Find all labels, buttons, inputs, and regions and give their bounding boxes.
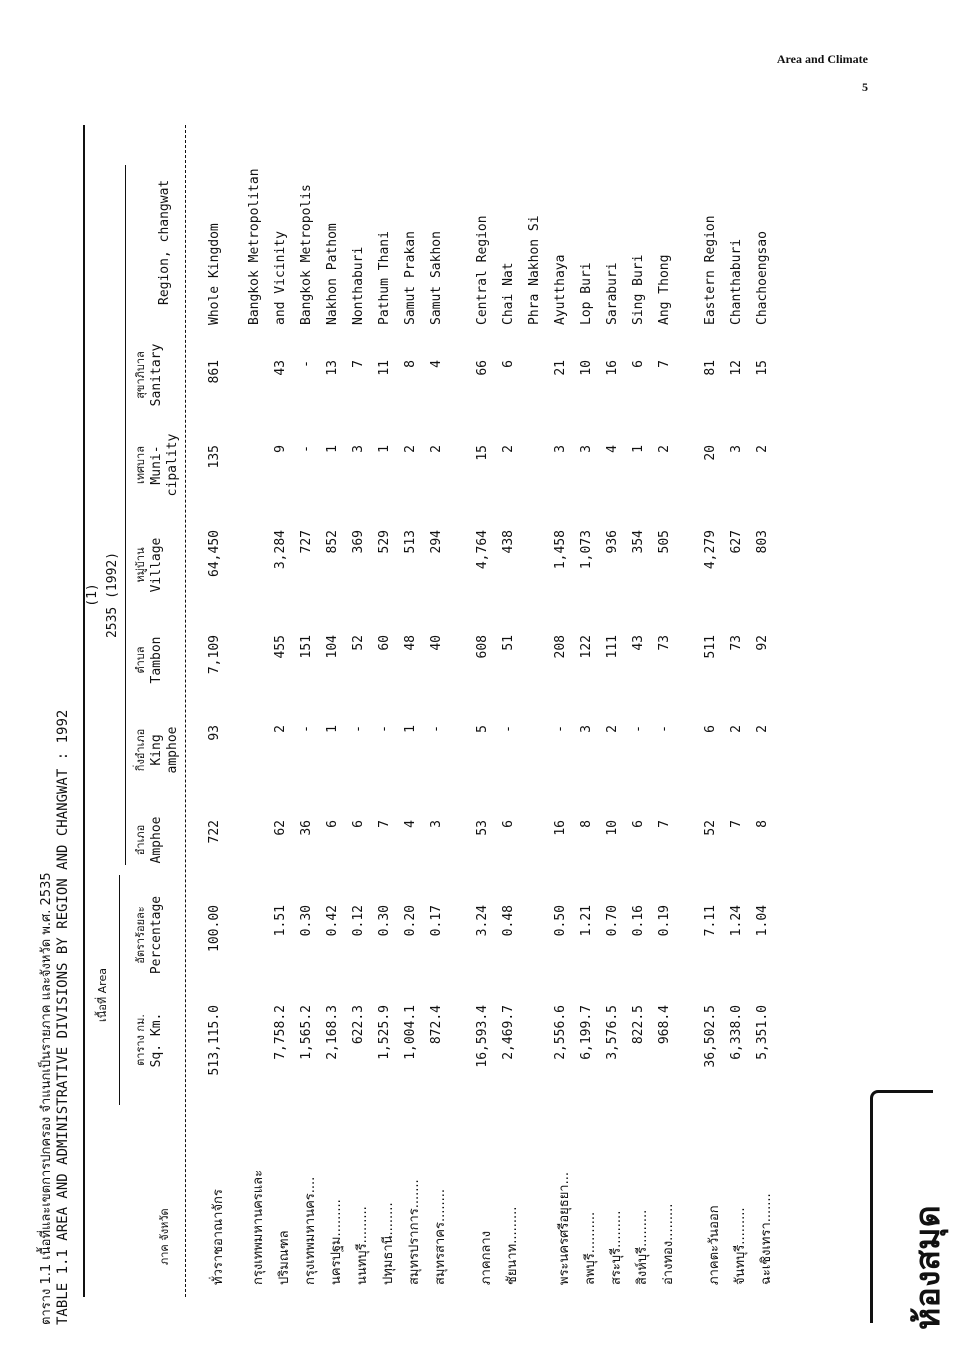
cell-pct: 0.30 — [299, 905, 314, 937]
cell-eng: Nonthaburi — [351, 246, 366, 325]
cell-king: - — [351, 725, 366, 733]
cell-sqkm: 622.3 — [351, 1005, 366, 1045]
cell-pct: 3.24 — [475, 905, 490, 937]
cell-pct: 1.51 — [273, 905, 288, 937]
cell-amphoe: 7 — [729, 820, 744, 828]
cell-pct: 100.00 — [207, 905, 222, 952]
cell-village: 1,458 — [553, 530, 568, 570]
cell-king: - — [657, 725, 672, 733]
cell-pct: 0.42 — [325, 905, 340, 937]
cell-amphoe: 6 — [325, 820, 340, 828]
cell-thai: ทั่วราชอาณาจักร — [211, 1189, 226, 1285]
cell-tambon: 92 — [755, 635, 770, 651]
col-stub-thai: ภาค จังหวัด — [158, 1208, 171, 1265]
cell-village: 4,279 — [703, 530, 718, 570]
cell-eng: Central Region — [475, 215, 490, 325]
cell-amphoe: 8 — [579, 820, 594, 828]
cell-eng: Bangkok Metropolitan — [247, 168, 262, 325]
cell-san: 6 — [501, 360, 516, 368]
cell-san: 66 — [475, 360, 490, 376]
cell-pct: 1.04 — [755, 905, 770, 937]
cell-pct: 0.19 — [657, 905, 672, 937]
cell-sqkm: 1,004.1 — [403, 1005, 418, 1060]
cell-muni: 2 — [429, 445, 444, 453]
table-title-thai: ตาราง 1.1 เนื้อที่และเขตการปกครอง จำแนกเป็นรายภาค และจังหวัด พ.ศ. 2535 — [39, 872, 54, 1325]
table-row — [299, 105, 325, 1325]
cell-muni: - — [299, 445, 314, 453]
cell-sqkm: 2,469.7 — [501, 1005, 516, 1060]
cell-san: 81 — [703, 360, 718, 376]
cell-muni: 2 — [501, 445, 516, 453]
cell-village: 4,764 — [475, 530, 490, 570]
cell-pct: 0.16 — [631, 905, 646, 937]
cell-muni: 3 — [729, 445, 744, 453]
cell-king: - — [501, 725, 516, 733]
cell-amphoe: 3 — [429, 820, 444, 828]
table-row — [657, 105, 683, 1325]
col-king-amphoe: กิ่งอำเภอ King amphoe — [134, 726, 180, 774]
cell-san: 16 — [605, 360, 620, 376]
table-row — [325, 105, 351, 1325]
cell-village: 852 — [325, 530, 340, 554]
cell-king: 2 — [729, 725, 744, 733]
col-amphoe: อำเภอ Amphoe — [134, 816, 164, 864]
cell-tambon: 511 — [703, 635, 718, 659]
cell-eng: and Vicinity — [273, 231, 288, 325]
cell-village: 1,073 — [579, 530, 594, 570]
cell-king: 2 — [273, 725, 288, 733]
col-sqkm: ตาราง กม. Sq. Km. — [134, 1012, 164, 1068]
top-rule — [83, 125, 85, 1297]
cell-king: - — [377, 725, 392, 733]
cell-tambon: 73 — [657, 635, 672, 651]
cell-amphoe: 6 — [631, 820, 646, 828]
cell-muni: 3 — [351, 445, 366, 453]
cell-amphoe: 6 — [351, 820, 366, 828]
cell-eng: Phra Nakhon Si — [527, 215, 542, 325]
cell-thai: ฉะเชิงเทรา....... — [759, 1193, 774, 1285]
cell-thai: สระบุรี......... — [609, 1210, 624, 1285]
cell-tambon: 7,109 — [207, 635, 222, 675]
cell-san: 43 — [273, 360, 288, 376]
cell-eng: Bangkok Metropolis — [299, 184, 314, 325]
cell-pct: 1.21 — [579, 905, 594, 937]
cell-thai: ลพบุรี.......... — [583, 1211, 598, 1285]
cell-sqkm: 5,351.0 — [755, 1005, 770, 1060]
cell-village: 529 — [377, 530, 392, 554]
section-title: Area and Climate — [776, 52, 868, 66]
cell-amphoe: 36 — [299, 820, 314, 836]
table-row — [579, 105, 605, 1325]
cell-amphoe: 8 — [755, 820, 770, 828]
cell-san: 7 — [657, 360, 672, 368]
cell-tambon: 208 — [553, 635, 568, 659]
cell-eng: Ayutthaya — [553, 254, 568, 325]
cell-village: 513 — [403, 530, 418, 554]
cell-sqkm: 2,556.6 — [553, 1005, 568, 1060]
cell-eng: Nakhon Pathom — [325, 223, 340, 325]
cell-sqkm: 872.4 — [429, 1005, 444, 1045]
cell-amphoe: 16 — [553, 820, 568, 836]
cell-muni: 9 — [273, 445, 288, 453]
table-row — [755, 105, 781, 1325]
cell-san: 15 — [755, 360, 770, 376]
cell-san: 21 — [553, 360, 568, 376]
cell-village: 438 — [501, 530, 516, 554]
cell-amphoe: 4 — [403, 820, 418, 828]
cell-king: 2 — [755, 725, 770, 733]
cell-king: 3 — [579, 725, 594, 733]
table-row — [377, 105, 403, 1325]
cell-pct: 1.24 — [729, 905, 744, 937]
cell-muni: 4 — [605, 445, 620, 453]
cell-tambon: 104 — [325, 635, 340, 659]
cell-thai: สิงห์บุรี......... — [635, 1209, 650, 1285]
cell-eng: Whole Kingdom — [207, 223, 222, 325]
table-row — [527, 105, 553, 1325]
cell-king: 5 — [475, 725, 490, 733]
cell-muni: 2 — [403, 445, 418, 453]
cell-muni: 1 — [631, 445, 646, 453]
cell-eng: Saraburi — [605, 262, 620, 325]
cell-king: - — [429, 725, 444, 733]
cell-eng: Samut Sakhon — [429, 231, 444, 325]
cell-thai: ภาคกลาง — [479, 1230, 494, 1285]
table-row — [207, 105, 233, 1325]
rotated-table-page — [35, 105, 895, 1325]
cell-eng: Chanthaburi — [729, 238, 744, 325]
cell-eng: Chachoengsao — [755, 231, 770, 325]
cell-thai: ปริมณฑล — [277, 1230, 292, 1285]
cell-village: 803 — [755, 530, 770, 554]
cell-village: 3,284 — [273, 530, 288, 570]
cell-sqkm: 2,168.3 — [325, 1005, 340, 1060]
table-row — [429, 105, 455, 1325]
cell-thai: กรุงเทพมหานครและ — [251, 1169, 266, 1285]
cell-tambon: 455 — [273, 635, 288, 659]
table-row — [553, 105, 579, 1325]
cell-thai: ชัยนาท......... — [505, 1206, 520, 1285]
cell-amphoe: 6 — [501, 820, 516, 828]
cell-pct: 0.20 — [403, 905, 418, 937]
cell-tambon: 48 — [403, 635, 418, 651]
cell-san: - — [299, 360, 314, 368]
cell-tambon: 111 — [605, 635, 620, 659]
cell-amphoe: 53 — [475, 820, 490, 836]
cell-village: 369 — [351, 530, 366, 554]
note-marker: (1) — [85, 583, 100, 607]
cell-pct: 0.30 — [377, 905, 392, 937]
cell-eng: Sing Buri — [631, 254, 646, 325]
cell-sqkm: 6,199.7 — [579, 1005, 594, 1060]
cell-san: 12 — [729, 360, 744, 376]
cell-san: 10 — [579, 360, 594, 376]
cell-muni: 20 — [703, 445, 718, 461]
table-row — [247, 105, 273, 1325]
cell-amphoe: 52 — [703, 820, 718, 836]
cell-eng: Lop Buri — [579, 262, 594, 325]
cell-village: 936 — [605, 530, 620, 554]
cell-sqkm: 822.5 — [631, 1005, 646, 1045]
cell-village: 64,450 — [207, 530, 222, 577]
cell-pct: 0.50 — [553, 905, 568, 937]
cell-sqkm: 16,593.4 — [475, 1005, 490, 1068]
cell-sqkm: 7,758.2 — [273, 1005, 288, 1060]
cell-village: 727 — [299, 530, 314, 554]
cell-tambon: 40 — [429, 635, 444, 651]
table-row — [501, 105, 527, 1325]
stamp-text: ห้องสมุด — [908, 1205, 948, 1330]
table-row — [273, 105, 299, 1325]
cell-thai: ภาคตะวันออก — [707, 1205, 722, 1285]
cell-tambon: 60 — [377, 635, 392, 651]
cell-muni: 2 — [755, 445, 770, 453]
cell-sqkm: 36,502.5 — [703, 1005, 718, 1068]
table-row — [475, 105, 501, 1325]
cell-eng: Pathum Thani — [377, 231, 392, 325]
cell-eng: Chai Nat — [501, 262, 516, 325]
cell-pct: 0.12 — [351, 905, 366, 937]
cell-eng: Ang Thong — [657, 254, 672, 325]
library-stamp — [860, 1080, 966, 1350]
cell-tambon: 43 — [631, 635, 646, 651]
cell-tambon: 73 — [729, 635, 744, 651]
cell-sqkm: 3,576.5 — [605, 1005, 620, 1060]
cell-eng: Samut Prakan — [403, 231, 418, 325]
cell-pct: 0.17 — [429, 905, 444, 937]
cell-muni: 3 — [553, 445, 568, 453]
cell-amphoe: 7 — [657, 820, 672, 828]
cell-muni: 3 — [579, 445, 594, 453]
cell-san: 6 — [631, 360, 646, 368]
cell-king: 2 — [605, 725, 620, 733]
page-number: 5 — [862, 80, 868, 94]
cell-tambon: 151 — [299, 635, 314, 659]
table-row — [403, 105, 429, 1325]
cell-thai: พระนครศรีอยุธยา... — [557, 1171, 572, 1285]
cell-king: - — [631, 725, 646, 733]
col-tambon: ตำบล Tambon — [134, 636, 164, 684]
table-title-english: TABLE 1.1 AREA AND ADMINISTRATIVE DIVISIONS BY REGION AND CHANGWAT : 1992 — [55, 709, 71, 1325]
cell-amphoe: 722 — [207, 820, 222, 844]
cell-pct: 0.48 — [501, 905, 516, 937]
cell-village: 294 — [429, 530, 444, 554]
cell-pct: 7.11 — [703, 905, 718, 937]
cell-king: 1 — [403, 725, 418, 733]
col-stub-english: Region, changwat — [157, 179, 172, 305]
cell-muni: 135 — [207, 445, 222, 469]
cell-muni: 2 — [657, 445, 672, 453]
cell-king: 93 — [207, 725, 222, 741]
cell-muni: 1 — [325, 445, 340, 453]
cell-muni: 1 — [377, 445, 392, 453]
col-sanitary: สุขาภิบาล Sanitary — [134, 343, 164, 407]
cell-muni: 15 — [475, 445, 490, 461]
cell-pct: 0.70 — [605, 905, 620, 937]
col-percentage: อัตราร้อยละ Percentage — [134, 895, 164, 975]
cell-thai: นนทบุรี......... — [355, 1206, 370, 1285]
cell-eng: Eastern Region — [703, 215, 718, 325]
cell-san: 4 — [429, 360, 444, 368]
cell-san: 7 — [351, 360, 366, 368]
area-group-header: เนื้อที่ Area — [96, 968, 109, 1022]
cell-sqkm: 968.4 — [657, 1005, 672, 1045]
cell-san: 11 — [377, 360, 392, 376]
table-row — [351, 105, 377, 1325]
cell-thai: นครปฐม......... — [329, 1199, 344, 1285]
cell-san: 8 — [403, 360, 418, 368]
cell-king: 6 — [703, 725, 718, 733]
cell-san: 13 — [325, 360, 340, 376]
cell-tambon: 122 — [579, 635, 594, 659]
table-row — [631, 105, 657, 1325]
cell-thai: ปทุมธานี........ — [381, 1202, 396, 1285]
year-group-rule — [125, 165, 126, 865]
cell-thai: อ่างทอง......... — [661, 1203, 676, 1285]
col-village: หมู่บ้าน Village — [134, 537, 164, 593]
cell-amphoe: 10 — [605, 820, 620, 836]
col-municipality: เทศบาล Muni- cipality — [134, 433, 180, 497]
cell-king: 1 — [325, 725, 340, 733]
cell-tambon: 608 — [475, 635, 490, 659]
cell-village: 505 — [657, 530, 672, 554]
cell-sqkm: 1,525.9 — [377, 1005, 392, 1060]
cell-thai: สมุทรปราการ....... — [407, 1179, 422, 1285]
cell-village: 354 — [631, 530, 646, 554]
cell-village: 627 — [729, 530, 744, 554]
cell-sqkm: 1,565.2 — [299, 1005, 314, 1060]
cell-thai: กรุงเทพมหานคร.... — [303, 1176, 318, 1285]
cell-sqkm: 513,115.0 — [207, 1005, 222, 1076]
table-row — [703, 105, 729, 1325]
year-group-header: 2535 (1992) — [105, 551, 120, 639]
table-row — [605, 105, 631, 1325]
header-bottom-rule — [185, 125, 186, 1297]
cell-thai: จันทบุรี......... — [733, 1207, 748, 1285]
table-row — [729, 105, 755, 1325]
cell-tambon: 51 — [501, 635, 516, 651]
cell-sqkm: 6,338.0 — [729, 1005, 744, 1060]
area-group-rule — [119, 875, 120, 1105]
cell-thai: สมุทรสาคร........ — [433, 1188, 448, 1285]
cell-amphoe: 7 — [377, 820, 392, 828]
cell-amphoe: 62 — [273, 820, 288, 836]
cell-king: - — [553, 725, 568, 733]
cell-king: - — [299, 725, 314, 733]
cell-san: 861 — [207, 360, 222, 384]
cell-tambon: 52 — [351, 635, 366, 651]
